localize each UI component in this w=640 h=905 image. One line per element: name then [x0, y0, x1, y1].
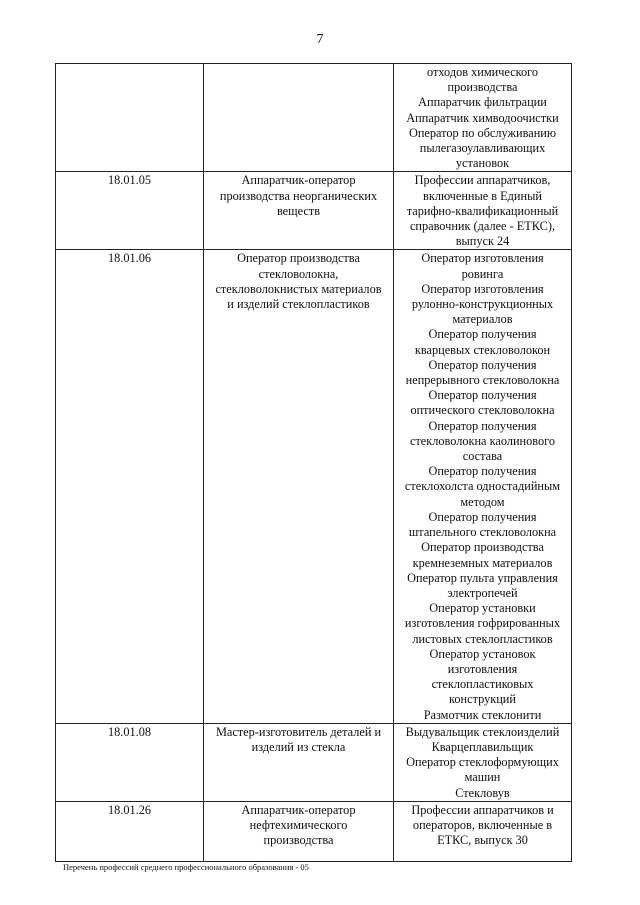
- profession-name-line: производства неорганических: [219, 188, 378, 203]
- worker-profession-line: Аппаратчик химводоочистки: [406, 110, 559, 125]
- profession-name-line: производства: [263, 833, 334, 848]
- worker-profession-line: стеклохолста одностадийным: [404, 479, 561, 494]
- worker-profession-line: Выдувальщик стеклоизделий: [405, 724, 560, 739]
- profession-code: [56, 801, 204, 861]
- worker-profession-line: Профессии аппаратчиков и: [411, 802, 554, 817]
- profession-name-line: изделий из стекла: [251, 739, 346, 754]
- worker-profession-line: Оператор производства: [421, 540, 544, 555]
- profession-name-line: веществ: [276, 203, 321, 218]
- profession-name: [204, 64, 394, 172]
- worker-profession-line: Оператор получения: [428, 464, 537, 479]
- worker-profession-line: электропечей: [447, 585, 518, 600]
- worker-profession-line: конструкций: [449, 692, 516, 707]
- worker-profession-line: изготовления: [447, 661, 518, 676]
- table-row: [56, 172, 572, 250]
- worker-profession-line: изготовления гофрированных: [404, 616, 561, 631]
- worker-profession-line: машин: [464, 770, 501, 785]
- worker-professions: [394, 64, 572, 172]
- profession-code-text: 18.01.05: [107, 173, 152, 188]
- worker-profession-line: Кварцеплавильщик: [431, 739, 534, 754]
- profession-name-line: Оператор производства: [237, 251, 360, 266]
- professions-table: [55, 63, 572, 862]
- worker-profession-line: операторов, включенные в: [412, 817, 553, 832]
- profession-name-line: стекловолокна,: [258, 266, 339, 281]
- worker-profession-line: методом: [460, 494, 505, 509]
- worker-profession-line: оптического стекловолокна: [410, 403, 555, 418]
- table-row: [56, 64, 572, 172]
- profession-code-text: 18.01.08: [107, 724, 152, 739]
- worker-professions: [394, 250, 572, 723]
- worker-professions: [394, 801, 572, 861]
- worker-profession-line: материалов: [452, 312, 513, 327]
- worker-profession-line: Оператор установок: [429, 646, 536, 661]
- worker-profession-line: Размотчик стеклонити: [423, 707, 542, 722]
- worker-profession-line: Оператор получения: [428, 509, 537, 524]
- worker-profession-line: состава: [462, 449, 503, 464]
- profession-name: [204, 172, 394, 250]
- worker-profession-line: Оператор изготовления: [421, 251, 544, 266]
- profession-name-line: Аппаратчик-оператор: [241, 173, 356, 188]
- profession-name: [204, 250, 394, 723]
- worker-profession-line: отходов химического: [426, 65, 538, 79]
- worker-profession-line: кремнеземных материалов: [412, 555, 553, 570]
- table-row: [56, 250, 572, 723]
- page-number: 7: [316, 32, 324, 47]
- worker-profession-line: Оператор получения: [428, 388, 537, 403]
- worker-profession-line: Оператор установки: [429, 601, 536, 616]
- profession-code-text: 18.01.26: [107, 802, 152, 817]
- profession-code: [56, 172, 204, 250]
- worker-professions: [394, 172, 572, 250]
- worker-profession-line: стекловолокна каолинового: [409, 433, 556, 448]
- worker-profession-line: кварцевых стекловолокон: [414, 342, 551, 357]
- profession-name: [204, 801, 394, 861]
- worker-profession-line: установок: [455, 156, 510, 171]
- worker-profession-line: Аппаратчик фильтрации: [418, 95, 547, 110]
- profession-name-line: нефтехимического: [249, 817, 348, 832]
- profession-name: [204, 723, 394, 801]
- table-row: [56, 801, 572, 861]
- worker-profession-line: пылегазоулавливающих: [419, 141, 546, 156]
- profession-name-line: Мастер-изготовитель деталей и: [215, 724, 382, 739]
- worker-profession-line: Стекловув: [455, 785, 510, 800]
- profession-name-line: стекловолокнистых материалов: [215, 281, 382, 296]
- worker-profession-line: Оператор получения: [428, 418, 537, 433]
- profession-name-line: и изделий стеклопластиков: [227, 297, 370, 312]
- worker-profession-line: непрерывного стекловолокна: [405, 373, 560, 388]
- worker-profession-line: листовых стеклопластиков: [412, 631, 553, 646]
- profession-name-line: Аппаратчик-оператор: [241, 802, 356, 817]
- worker-profession-line: рулонно-конструкционных: [411, 297, 554, 312]
- worker-profession-line: штапельного стекловолокна: [408, 525, 557, 540]
- worker-profession-line: производства: [447, 80, 518, 95]
- professions-table-body: [56, 64, 572, 862]
- table-row: [56, 723, 572, 801]
- worker-profession-line: Оператор изготовления: [421, 281, 544, 296]
- worker-profession-line: включенные в Единый: [423, 188, 542, 203]
- profession-code-text: 18.01.06: [107, 251, 152, 266]
- footer-note: Перечень профессий среднего профессионального образования - 05: [63, 862, 309, 872]
- profession-code: [56, 723, 204, 801]
- worker-profession-line: выпуск 24: [455, 234, 510, 249]
- worker-profession-line: ровинга: [461, 266, 504, 281]
- worker-profession-line: стеклопластиковых: [431, 677, 534, 692]
- worker-profession-line: ЕТКС, выпуск 30: [437, 833, 528, 848]
- profession-code: [56, 64, 204, 172]
- profession-code: [56, 250, 204, 723]
- worker-profession-line: тарифно-квалификационный: [406, 203, 559, 218]
- worker-profession-line: Оператор получения: [428, 357, 537, 372]
- worker-profession-line: справочник (далее - ЕТКС),: [409, 219, 556, 234]
- worker-profession-line: Профессии аппаратчиков,: [414, 173, 551, 188]
- worker-profession-line: Оператор по обслуживанию: [408, 125, 557, 140]
- worker-profession-line: Оператор стеклоформующих: [406, 755, 559, 770]
- worker-profession-line: Оператор пульта управления: [407, 570, 558, 585]
- worker-profession-line: Оператор получения: [428, 327, 537, 342]
- worker-professions: [394, 723, 572, 801]
